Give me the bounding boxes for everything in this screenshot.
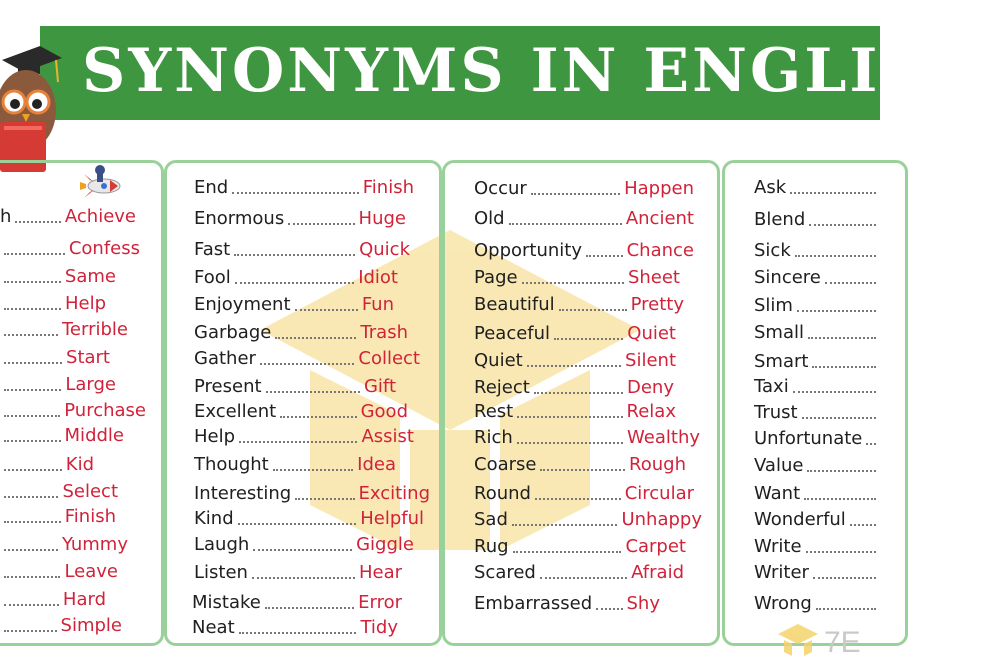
list-item: [0, 506, 116, 528]
list-item: [754, 483, 880, 505]
word: Interesting: [194, 483, 292, 504]
dotted-leader: [559, 309, 627, 311]
list-item: [474, 509, 702, 531]
word: Present: [194, 376, 262, 397]
dotted-leader: [808, 337, 876, 339]
list-item: [0, 293, 106, 315]
list-item: [754, 455, 880, 477]
list-item: [474, 401, 676, 423]
dotted-leader: [866, 443, 876, 445]
dotted-leader: [238, 523, 357, 525]
synonym: Giggle: [356, 534, 414, 555]
synonym: Silent: [625, 350, 676, 371]
synonym: Circular: [624, 483, 694, 504]
word: Beautiful: [474, 294, 555, 315]
synonym: Simple: [60, 615, 122, 636]
list-item: [754, 562, 880, 584]
dotted-leader: [4, 334, 58, 336]
word: Old: [474, 208, 505, 229]
word: Blend: [754, 209, 806, 230]
word: Sad: [474, 509, 508, 530]
list-item: [754, 240, 880, 262]
word: Fool: [194, 267, 231, 288]
synonym: Afraid: [631, 562, 684, 583]
dotted-leader: [295, 498, 354, 500]
synonym: Gift: [363, 376, 396, 397]
dotted-leader: [280, 416, 356, 418]
word: Rich: [474, 427, 513, 448]
dotted-leader: [517, 416, 622, 418]
list-item: [474, 562, 684, 584]
list-item: [0, 589, 106, 611]
word: Sincere: [754, 267, 821, 288]
dotted-leader: [260, 363, 354, 365]
list-item: [754, 428, 880, 450]
synonym: Terrible: [62, 319, 128, 340]
list-item: [0, 206, 136, 228]
list-item: [474, 267, 680, 289]
word: Small: [754, 322, 804, 343]
list-item: [194, 267, 398, 289]
list-item: [194, 294, 394, 316]
dotted-leader: [540, 469, 625, 471]
synonym: Large: [65, 374, 116, 395]
dotted-leader: [4, 576, 60, 578]
word: Embarrassed: [474, 593, 593, 614]
word: Neat: [192, 617, 235, 638]
word: Gather: [194, 348, 256, 369]
synonym: Quiet: [627, 323, 676, 344]
word: Page: [474, 267, 518, 288]
dotted-leader: [4, 415, 60, 417]
list-item: [0, 454, 94, 476]
synonym: Same: [64, 266, 116, 287]
synonym: Chance: [626, 240, 694, 261]
synonym: Select: [62, 481, 118, 502]
list-item: [194, 426, 414, 448]
synonym: Happen: [624, 178, 694, 199]
synonym: Helpful: [360, 508, 424, 529]
word: Slim: [754, 295, 793, 316]
list-item: [192, 617, 398, 639]
dotted-leader: [790, 192, 876, 194]
dotted-leader: [807, 470, 876, 472]
list-item: [0, 425, 124, 447]
dotted-leader: [806, 551, 876, 553]
dotted-leader: [809, 224, 876, 226]
list-item: [474, 593, 660, 615]
dotted-leader: [512, 524, 618, 526]
synonym: Relax: [626, 401, 676, 422]
dotted-leader: [804, 498, 876, 500]
dotted-leader: [527, 365, 621, 367]
list-item: [0, 561, 118, 583]
dotted-leader: [239, 441, 357, 443]
synonym: Wealthy: [627, 427, 700, 448]
dotted-leader: [275, 337, 356, 339]
dotted-leader: [816, 608, 876, 610]
word: Trust: [754, 402, 798, 423]
dotted-leader: [825, 282, 876, 284]
word: Help: [194, 426, 236, 447]
list-item: [474, 240, 694, 262]
word: Garbage: [194, 322, 272, 343]
word: Peaceful: [474, 323, 551, 344]
synonym: Error: [358, 592, 402, 613]
synonym: Idea: [357, 454, 396, 475]
list-item: [754, 295, 880, 317]
list-item: [754, 267, 880, 289]
dotted-leader: [253, 549, 352, 551]
dotted-leader: [517, 442, 623, 444]
list-item: [194, 177, 414, 199]
list-item: [0, 534, 128, 556]
list-item: [754, 509, 880, 531]
list-item: [194, 239, 410, 261]
dotted-leader: [4, 389, 61, 391]
synonym: Finish: [64, 506, 116, 527]
synonym: Tidy: [360, 617, 398, 638]
rocket-icon: [80, 160, 122, 202]
synonym: Unhappy: [621, 509, 702, 530]
list-item: [474, 208, 694, 230]
word: Rug: [474, 536, 509, 557]
owl-mascot-icon: [0, 18, 64, 158]
word: Listen: [194, 562, 248, 583]
dotted-leader: [4, 521, 61, 523]
dotted-leader: [273, 469, 353, 471]
word: Want: [754, 483, 801, 504]
list-item: [0, 374, 116, 396]
word: Value: [754, 455, 804, 476]
dotted-leader: [513, 551, 622, 553]
synonym: Finish: [362, 177, 414, 198]
list-item: [194, 208, 406, 230]
dotted-leader: [15, 221, 60, 223]
synonym: Leave: [64, 561, 118, 582]
list-item: [474, 483, 694, 505]
word: Smart: [754, 351, 809, 372]
word: Rest: [474, 401, 514, 422]
dotted-leader: [797, 310, 876, 312]
word: Wonderful: [754, 509, 846, 530]
dotted-leader: [295, 309, 358, 311]
dotted-leader: [232, 192, 359, 194]
dotted-leader: [850, 524, 876, 526]
list-item: [754, 402, 880, 424]
dotted-leader: [4, 496, 58, 498]
brand-logo-icon: [776, 618, 880, 660]
synonym: Sheet: [627, 267, 680, 288]
synonym: Yummy: [61, 534, 128, 555]
dotted-leader: [4, 604, 59, 606]
word: Reject: [474, 377, 530, 398]
word: Unfortunate: [754, 428, 863, 449]
dotted-leader: [234, 254, 355, 256]
list-item: [0, 266, 116, 288]
word: End: [194, 177, 229, 198]
list-item: [754, 593, 880, 615]
dotted-leader: [554, 338, 623, 340]
synonym: Collect: [358, 348, 420, 369]
synonym: Trash: [360, 322, 408, 343]
synonym: Huge: [358, 208, 406, 229]
dotted-leader: [802, 417, 876, 419]
synonym: Confess: [68, 238, 140, 259]
svg-text:7E: 7E: [824, 626, 861, 659]
list-item: [474, 427, 700, 449]
dotted-leader: [4, 469, 62, 471]
synonym: Purchase: [64, 400, 146, 421]
synonym: Start: [66, 347, 110, 368]
word: Writer: [754, 562, 809, 583]
word: Round: [474, 483, 531, 504]
dotted-leader: [813, 577, 876, 579]
synonym: Achieve: [64, 206, 136, 227]
dotted-leader: [265, 607, 354, 609]
list-item: [754, 322, 880, 344]
word: Laugh: [194, 534, 250, 555]
page-title: SYNONYMS IN ENGLISH: [82, 36, 986, 106]
list-item: [754, 177, 880, 199]
synonym: Good: [360, 401, 408, 422]
dotted-leader: [288, 223, 354, 225]
word: Write: [754, 536, 802, 557]
word: Kind: [194, 508, 234, 529]
list-item: [754, 536, 880, 558]
dotted-leader: [4, 253, 65, 255]
word: Quiet: [474, 350, 523, 371]
dotted-leader: [4, 308, 61, 310]
list-item: [0, 481, 118, 503]
dotted-leader: [235, 282, 354, 284]
word: Opportunity: [474, 240, 583, 261]
synonym: Quick: [359, 239, 410, 260]
list-item: [0, 615, 122, 637]
dotted-leader: [535, 498, 621, 500]
synonym: Help: [64, 293, 106, 314]
list-item: [194, 508, 424, 530]
word: Occur: [474, 178, 527, 199]
dotted-leader: [509, 223, 622, 225]
synonym: Idiot: [358, 267, 398, 288]
synonym: Exciting: [358, 483, 430, 504]
dotted-leader: [812, 366, 876, 368]
dotted-leader: [252, 577, 355, 579]
dotted-leader: [795, 255, 876, 257]
list-item: [474, 294, 684, 316]
synonym: Carpet: [625, 536, 686, 557]
list-item: [474, 323, 676, 345]
dotted-leader: [4, 549, 58, 551]
list-item: [754, 209, 880, 231]
dotted-leader: [266, 391, 360, 393]
word: Sick: [754, 240, 791, 261]
word: Enjoyment: [194, 294, 291, 315]
list-item: [754, 351, 880, 373]
word: Fast: [194, 239, 231, 260]
list-item: [194, 562, 402, 584]
dotted-leader: [540, 577, 627, 579]
dotted-leader: [4, 362, 62, 364]
list-item: [192, 592, 402, 614]
list-item: [0, 319, 128, 341]
list-item: [474, 377, 674, 399]
list-item: [194, 534, 414, 556]
synonym: Hard: [62, 589, 106, 610]
dotted-leader: [4, 281, 61, 283]
dotted-leader: [793, 391, 876, 393]
list-item: [0, 400, 146, 422]
list-item: [474, 536, 686, 558]
list-item: [474, 350, 676, 372]
synonym: Deny: [627, 377, 674, 398]
list-item: [194, 454, 396, 476]
synonym: Hear: [358, 562, 402, 583]
synonym: Rough: [629, 454, 686, 475]
synonym: Pretty: [630, 294, 684, 315]
word: Excellent: [194, 401, 277, 422]
word: Wrong: [754, 593, 812, 614]
list-item: [194, 376, 396, 398]
synonym: Ancient: [625, 208, 694, 229]
dotted-leader: [596, 608, 622, 610]
synonym: Middle: [64, 425, 124, 446]
list-item: [474, 178, 694, 200]
list-item: [194, 322, 408, 344]
word: Ask: [754, 177, 787, 198]
dotted-leader: [531, 193, 620, 195]
synonym: Fun: [361, 294, 394, 315]
word: Thought: [194, 454, 269, 475]
synonym: Assist: [361, 426, 414, 447]
list-item: [754, 376, 880, 398]
word: Coarse: [474, 454, 537, 475]
synonym: Shy: [626, 593, 660, 614]
word: Mistake: [192, 592, 261, 613]
list-item: [474, 454, 686, 476]
dotted-leader: [534, 392, 623, 394]
word: Enormous: [194, 208, 285, 229]
dotted-leader: [4, 630, 57, 632]
list-item: [194, 483, 430, 505]
word: Taxi: [754, 376, 789, 397]
word: Scared: [474, 562, 536, 583]
dotted-leader: [522, 282, 624, 284]
dotted-leader: [239, 632, 357, 634]
synonym: Kid: [65, 454, 94, 475]
word: h: [0, 206, 12, 227]
list-item: [194, 348, 420, 370]
dotted-leader: [4, 440, 61, 442]
dotted-leader: [586, 255, 623, 257]
list-item: [0, 238, 140, 260]
list-item: [0, 347, 110, 369]
list-item: [194, 401, 408, 423]
